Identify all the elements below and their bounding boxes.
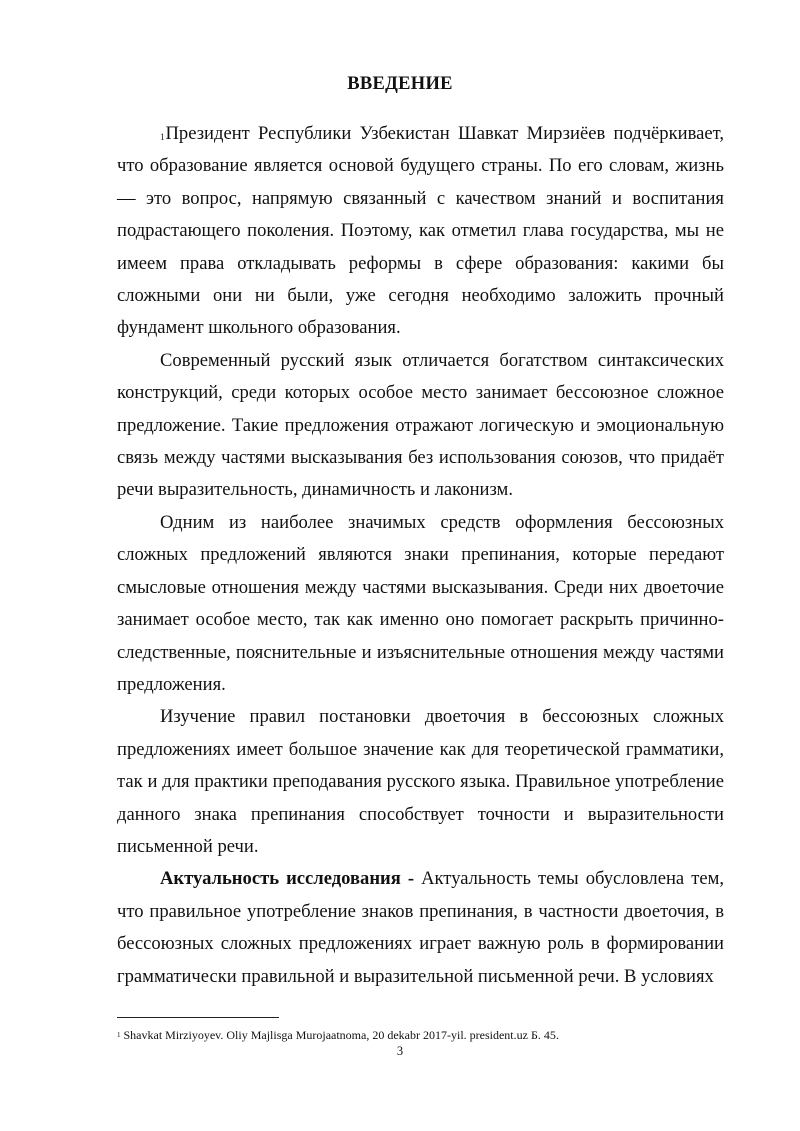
paragraph-text: Одним из наиболее значимых средств оформления бессоюзных сложных предложений являются знаки препинания, которые передают смысловые отношения между частями высказывания. Среди них двоеточие занимает особое место, так как именно оно помогает раскрыть причинно-следственные, пояснительные и изъяснительные отношения между частями предложения.: [117, 511, 724, 695]
page-number: 3: [396, 1044, 404, 1058]
footnote-divider: [117, 1017, 279, 1018]
footnote-text: Shavkat Mirziyoyev. Oliy Majlisga Murojaatnoma, 20 dekabr 2017-yil. president.uz Б. 45.: [123, 1028, 559, 1042]
footnote: [117, 1028, 737, 1042]
section-lead-heading: Актуальность исследования -: [160, 868, 415, 890]
paragraph-text: Изучение правил постановки двоеточия в бессоюзных сложных предложениях имеет большое значение как для теоретической грамматики, так и для практики преподавания русского языка. Правильное употребление данного знака препинания способствует точности и выразительности письменной речи.: [117, 706, 724, 857]
page-title: ВВЕДЕНИЕ: [347, 74, 453, 94]
paragraph-text: Президент Республики Узбекистан Шавкат Мирзиёев подчёркивает, что образование является основой будущего страны. По его словам, жизнь — это вопрос, напрямую связанный с качеством знаний и воспитания подрастающего поколения. Поэтому, как отметил глава государства, мы не имеем права откладывать реформы в сфере образования: какими бы сложными они ни были, уже сегодня необходимо заложить прочный фундамент школьного образования.: [117, 123, 724, 339]
footnote-mark: 1: [117, 1031, 121, 1039]
footnote-reference[interactable]: 1: [160, 132, 165, 142]
paragraph-text: Современный русский язык отличается богатством синтаксических конструкций, среди которых особое место занимает бессоюзное сложное предложение. Такие предложения отражают логическую и эмоциональную связь между частями высказывания без использования союзов, что придаёт речи выразительность, динамичность и лаконизм.: [117, 349, 724, 501]
paragraph-2: [117, 345, 724, 507]
paragraph-1: [117, 118, 724, 345]
paragraph-5: [117, 863, 724, 993]
paragraph-4: [117, 701, 724, 863]
paragraph-3: [117, 507, 724, 701]
paragraph-text: Актуальность темы обусловлена тем, что правильное употребление знаков препинания, в частности двоеточия, в бессоюзных сложных предложениях играет важную роль в формировании грамматически правильной и выразительной письменной речи. В условиях: [117, 868, 724, 987]
body-text: [117, 118, 724, 993]
